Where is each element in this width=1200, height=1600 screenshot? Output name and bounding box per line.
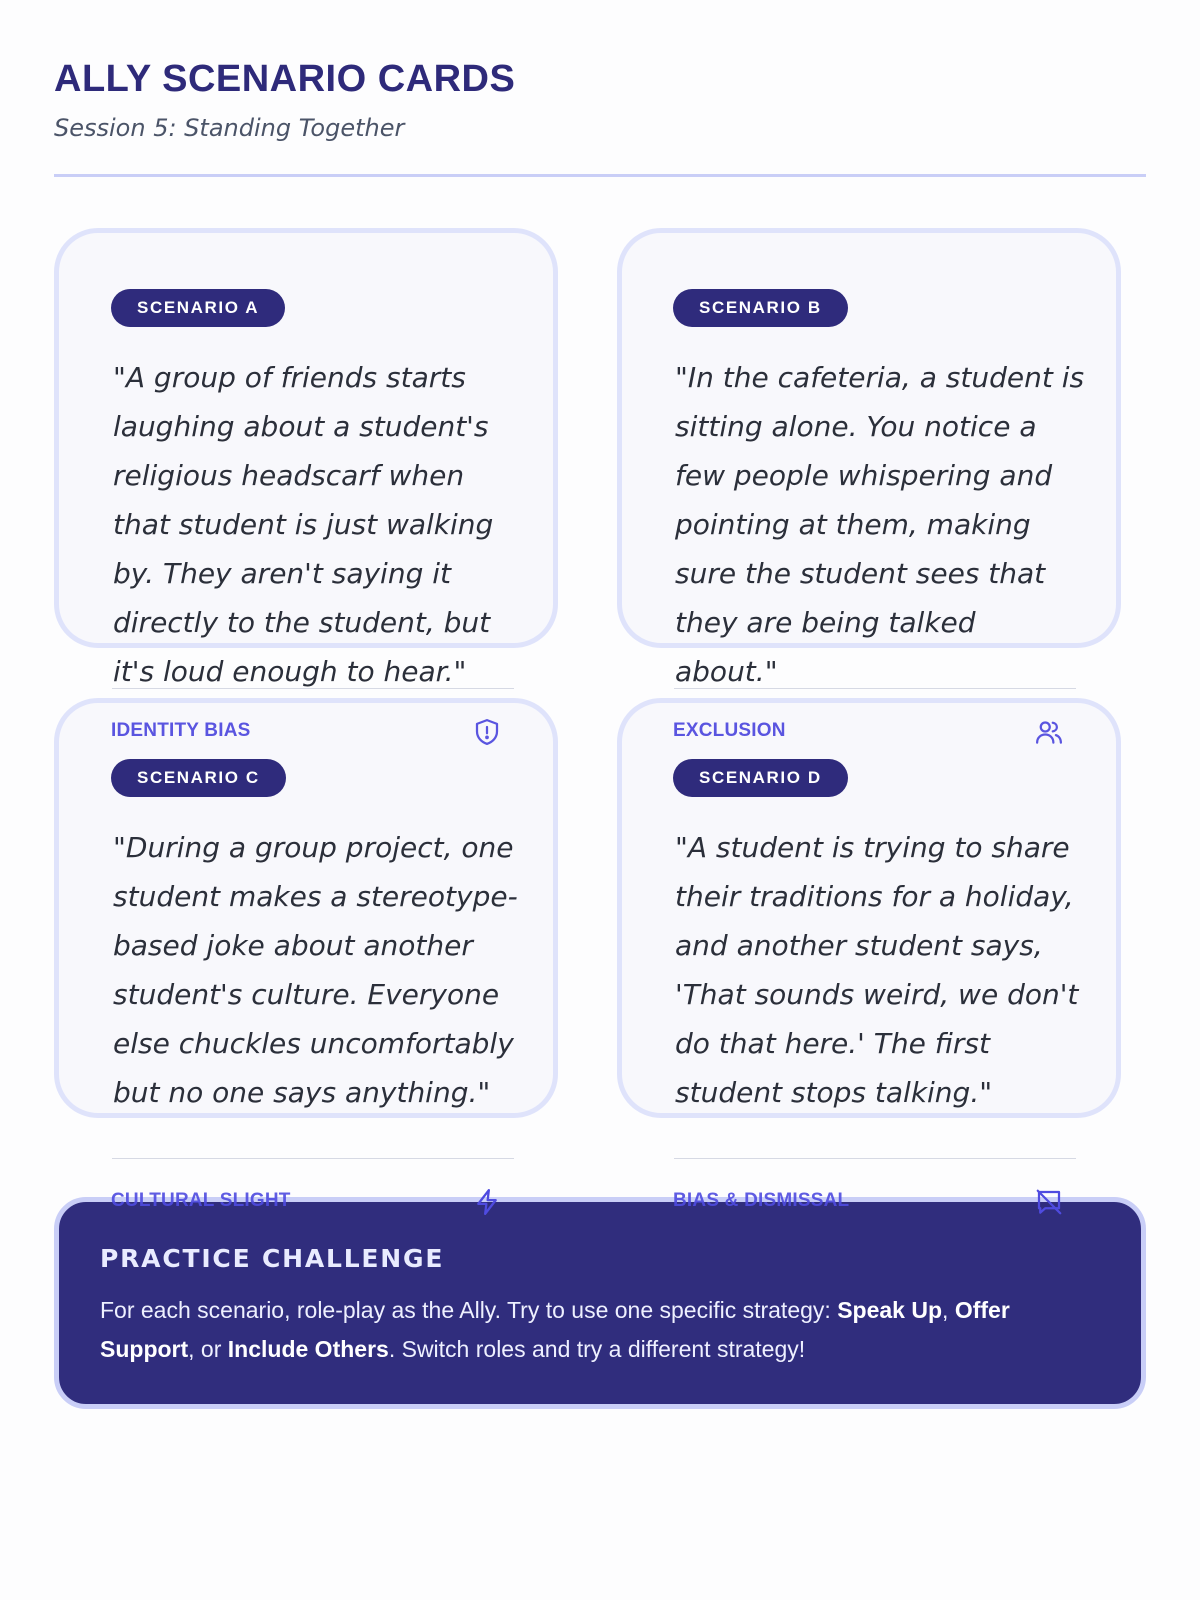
scenario-text-underline bbox=[112, 688, 514, 689]
challenge-separator: , bbox=[942, 1297, 955, 1323]
challenge-outro: . Switch roles and try a different strategy! bbox=[388, 1336, 806, 1362]
category-label-b: EXCLUSION bbox=[673, 720, 786, 741]
challenge-title: PRACTICE CHALLENGE bbox=[100, 1244, 445, 1273]
scenario-tag-a: SCENARIO A bbox=[111, 289, 285, 327]
scenario-text-d: "A student is trying to share their traditions for a holiday, and another student says, 'That sounds weird, we don't do that here.' The first student stops talking." bbox=[675, 831, 1079, 1109]
page-header bbox=[54, 58, 515, 142]
scenario-text-underline bbox=[674, 688, 1076, 689]
shield-alert-icon bbox=[472, 717, 502, 747]
strategy-include-others: Include Others bbox=[227, 1336, 389, 1362]
strategy-speak-up: Speak Up bbox=[837, 1297, 943, 1323]
page-subtitle: Session 5: Standing Together bbox=[54, 114, 405, 142]
scenario-tag-d: SCENARIO D bbox=[673, 759, 848, 797]
challenge-body bbox=[100, 1291, 1100, 1369]
category-label-a: IDENTITY BIAS bbox=[111, 720, 251, 741]
message-off-icon bbox=[1034, 1187, 1064, 1217]
strategy-offer-support: Offer Support bbox=[100, 1297, 1010, 1362]
scenario-text-underline bbox=[674, 1158, 1076, 1159]
category-label-d: BIAS & DISMISSAL bbox=[673, 1190, 850, 1211]
page-title: ALLY SCENARIO CARDS bbox=[54, 58, 516, 100]
scenario-tag-b: SCENARIO B bbox=[673, 289, 848, 327]
scenario-text-c: "During a group project, one student makes a stereotype-based joke about another student's culture. Everyone else chuckles uncomfortably but no one says anything." bbox=[113, 831, 518, 1109]
challenge-separator: , or bbox=[188, 1336, 228, 1362]
category-label-c: CULTURAL SLIGHT bbox=[111, 1190, 291, 1211]
scenario-text-b: "In the cafeteria, a student is sitting alone. You notice a few people whispering and pointing at them, making sure the student sees that they are being talked about." bbox=[675, 361, 1085, 688]
scenario-tag-c: SCENARIO C bbox=[111, 759, 286, 797]
lightning-icon bbox=[472, 1187, 502, 1217]
scenario-text-a: "A group of friends starts laughing about a student's religious headscarf when that student is just walking by. They aren't saying it directly to the student, but it's loud enough to hear." bbox=[113, 361, 494, 688]
users-icon bbox=[1034, 717, 1064, 747]
challenge-intro: For each scenario, role-play as the Ally. Try to use one specific strategy: bbox=[100, 1297, 838, 1323]
header-divider bbox=[54, 174, 1146, 177]
scenario-text-underline bbox=[112, 1158, 514, 1159]
